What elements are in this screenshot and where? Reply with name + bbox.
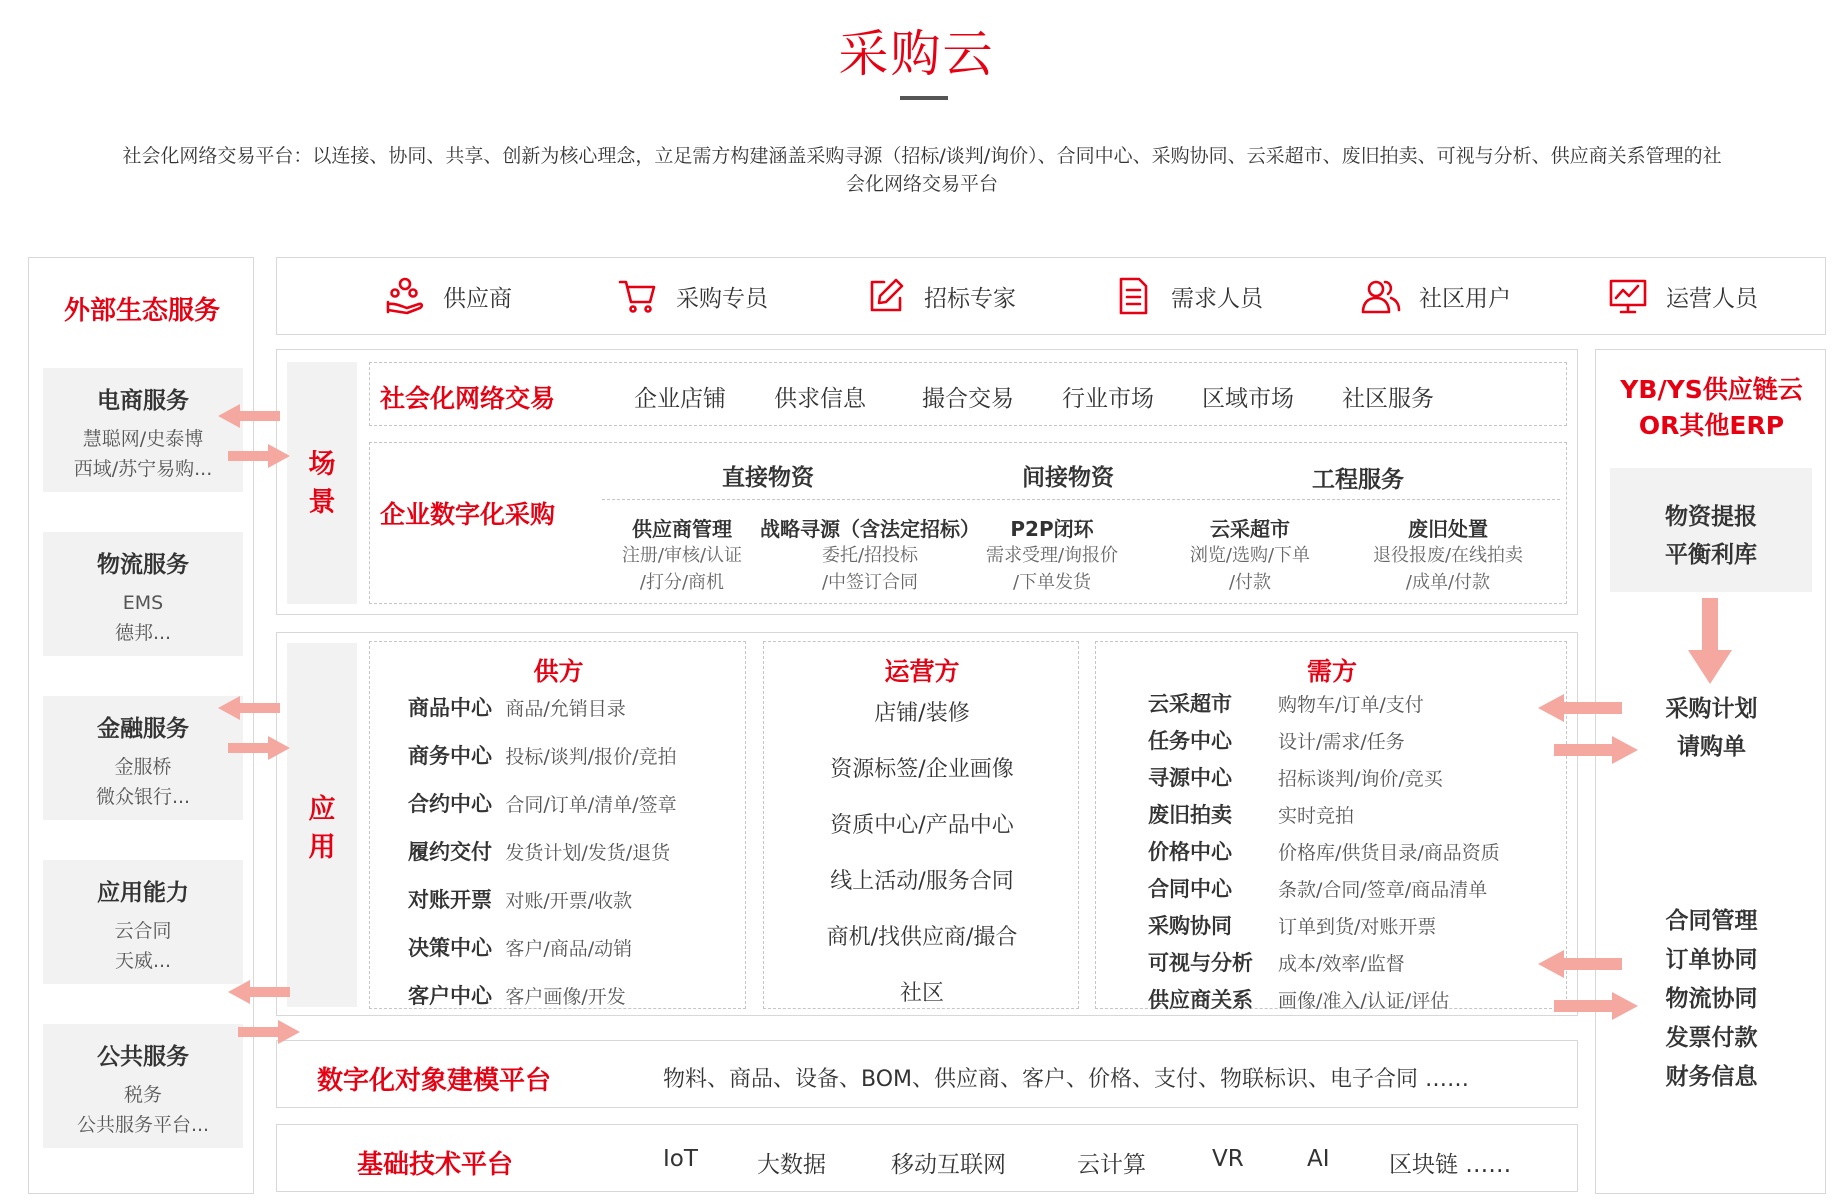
tech-title: 基础技术平台	[357, 1150, 514, 1180]
social-item: 区域市场	[1202, 386, 1294, 412]
supply-row	[408, 692, 626, 722]
demand-row	[1148, 688, 1424, 718]
cell-sub: 浏览/选购/下单	[1189, 545, 1311, 566]
application-label-char: 应	[308, 794, 336, 825]
operation-title: 运营方	[884, 657, 960, 686]
tech-item: AI	[1307, 1146, 1330, 1172]
cell-title: 战略寻源（含法定招标）	[760, 517, 980, 541]
description-line-1: 社会化网络交易平台：以连接、协同、共享、创新为核心理念，立足需方构建涵盖采购寻源（招标/谈判/询价）、合同中心、采购协同、云采超市、废旧拍卖、可视与分析、供应商关系管理的社	[122, 145, 1722, 167]
service-sub: 税务	[123, 1084, 162, 1106]
service-title: 物流服务	[97, 552, 189, 578]
erp-title-line: YB/YS供应链云	[1620, 375, 1803, 404]
cell-sub: /下单发货	[1012, 572, 1092, 593]
role-label: 招标专家	[924, 285, 1016, 312]
service-title: 金融服务	[97, 716, 189, 742]
supply-column	[369, 641, 746, 1009]
chart-icon	[1608, 276, 1648, 316]
cell-sub: /打分/商机	[639, 572, 725, 593]
supplier-icon	[385, 276, 425, 316]
role-label: 需求人员	[1171, 285, 1263, 312]
exchange-arrow-icon	[218, 404, 290, 470]
row-key: 合同中心	[1148, 877, 1232, 901]
material-text	[1610, 498, 1812, 574]
operation-column	[763, 641, 1079, 1009]
row-key: 云采超市	[1148, 692, 1232, 716]
operation-item: 资源标签/企业画像	[830, 757, 1014, 782]
row-value: 合同/订单/清单/签章	[505, 794, 677, 816]
modeling-platform	[276, 1040, 1578, 1108]
role-operator[interactable]	[1608, 276, 1758, 316]
row-value: 购物车/订单/支付	[1278, 694, 1424, 716]
supply-row	[408, 740, 677, 770]
tech-item: VR	[1212, 1146, 1244, 1172]
demand-row	[1148, 799, 1354, 829]
row-key: 寻源中心	[1148, 766, 1232, 790]
material-line: 平衡利库	[1665, 542, 1757, 568]
demand-row	[1148, 984, 1449, 1014]
cell-sub: 委托/招投标	[821, 545, 919, 566]
page-description	[22, 142, 1822, 198]
external-ecosystem-title: 外部生态服务	[63, 296, 220, 326]
row-value: 画像/准入/认证/评估	[1278, 990, 1450, 1012]
supply-row	[408, 788, 677, 818]
service-sub: 微众银行...	[95, 786, 191, 808]
erp-function: 发票付款	[1665, 1025, 1758, 1051]
scene-label-char: 景	[308, 487, 336, 518]
row-value: 投标/谈判/报价/竞拍	[505, 746, 677, 768]
scene-label-char: 场	[308, 449, 336, 480]
edit-icon	[866, 276, 906, 316]
category-header: 间接物资	[1022, 465, 1114, 491]
social-item: 撮合交易	[922, 386, 1014, 412]
down-arrow-icon	[1680, 598, 1740, 688]
tech-platform	[276, 1124, 1578, 1192]
role-label: 供应商	[443, 285, 512, 312]
exchange-arrow-icon	[228, 980, 300, 1046]
supply-row	[408, 836, 670, 866]
operation-item: 社区	[899, 981, 944, 1006]
social-item: 企业店铺	[634, 386, 726, 412]
row-key: 价格中心	[1148, 840, 1232, 864]
role-label: 社区用户	[1419, 285, 1511, 312]
row-key: 合约中心	[408, 792, 492, 816]
operation-item: 店铺/装修	[874, 701, 970, 726]
tech-item: 移动互联网	[891, 1152, 1006, 1178]
service-sub: 公共服务平台...	[76, 1114, 210, 1136]
row-value: 客户画像/开发	[505, 986, 626, 1008]
tech-item: 区块链 ……	[1389, 1152, 1512, 1178]
tech-item: 大数据	[757, 1152, 826, 1178]
supply-title: 供方	[533, 657, 584, 686]
users-icon	[1361, 276, 1401, 316]
supply-row	[408, 884, 632, 914]
application-label-box	[287, 643, 357, 1007]
cell-sub: /成单/付款	[1405, 572, 1491, 593]
row-key: 商品中心	[408, 696, 492, 720]
role-supplier[interactable]	[385, 276, 512, 316]
erp-function: 订单协同	[1665, 947, 1758, 973]
document-icon	[1113, 276, 1153, 316]
cell-sub: /中签订合同	[821, 572, 919, 593]
cell-sub: 退役报废/在线拍卖	[1372, 545, 1524, 566]
title-divider	[900, 96, 948, 100]
cell-sub: 注册/审核/认证	[621, 545, 743, 566]
service-sub: 金服桥	[114, 756, 172, 778]
category-header: 工程服务	[1312, 467, 1404, 493]
service-logistics	[43, 532, 243, 656]
category-header: 直接物资	[722, 465, 814, 491]
material-line: 物资提报	[1665, 504, 1757, 530]
erp-title	[1596, 372, 1827, 444]
erp-function: 合同管理	[1665, 908, 1758, 934]
operation-item: 资质中心/产品中心	[830, 813, 1014, 838]
operation-item: 线上活动/服务合同	[830, 869, 1014, 894]
cell-title: 供应商管理	[632, 517, 732, 541]
demand-row	[1148, 873, 1487, 903]
scene-cell	[962, 513, 1142, 596]
role-purchaser[interactable]	[618, 276, 768, 316]
social-network-row	[369, 362, 1567, 426]
social-network-title: 社会化网络交易	[380, 384, 556, 413]
row-value: 发货计划/发货/退货	[505, 842, 671, 864]
demand-row	[1148, 947, 1405, 977]
service-sub: 天威...	[114, 950, 172, 972]
cell-title: 废旧处置	[1408, 517, 1488, 541]
demand-title: 需方	[1306, 657, 1357, 686]
row-key: 决策中心	[408, 936, 492, 960]
erp-function: 物流协同	[1665, 986, 1758, 1012]
role-label: 运营人员	[1666, 285, 1758, 312]
role-demand[interactable]	[1113, 276, 1263, 316]
row-value: 订单到货/对账开票	[1278, 916, 1437, 938]
application-section	[276, 632, 1578, 1016]
operation-item: 商机/找供应商/撮合	[826, 925, 1018, 950]
role-label: 采购专员	[676, 285, 768, 312]
supply-row	[408, 980, 626, 1010]
cell-sub: /付款	[1228, 572, 1272, 593]
scene-cell	[592, 513, 772, 596]
plan-line: 采购计划	[1665, 696, 1758, 722]
role-bid-expert[interactable]	[866, 276, 1016, 316]
cell-sub: 需求受理/询报价	[985, 545, 1119, 566]
service-sub: 西域/苏宁易购...	[73, 458, 213, 480]
row-key: 任务中心	[1148, 729, 1232, 753]
plan-line: 请购单	[1677, 734, 1746, 760]
material-box	[1610, 468, 1812, 592]
cell-title: P2P闭环	[1010, 517, 1094, 541]
row-value: 商品/允销目录	[505, 698, 626, 720]
service-application	[43, 860, 243, 984]
service-title: 公共服务	[97, 1044, 189, 1070]
row-key: 客户中心	[408, 984, 492, 1008]
scene-cell	[1160, 513, 1340, 596]
service-public	[43, 1024, 243, 1148]
row-key: 履约交付	[408, 840, 492, 864]
row-value: 成本/效率/监督	[1278, 953, 1405, 975]
row-key: 采购协同	[1148, 914, 1232, 938]
row-key: 供应商关系	[1148, 988, 1253, 1012]
service-sub: 云合同	[114, 920, 172, 942]
scene-section	[276, 349, 1578, 615]
scene-cell	[754, 513, 986, 596]
tech-item: 云计算	[1077, 1152, 1146, 1178]
row-value: 实时竞拍	[1278, 805, 1355, 827]
erp-panel	[1595, 349, 1826, 1194]
demand-column	[1095, 641, 1567, 1012]
role-community[interactable]	[1361, 276, 1511, 316]
scene-label	[287, 446, 357, 522]
service-title: 应用能力	[97, 880, 189, 906]
demand-row	[1148, 725, 1405, 755]
application-label-char: 用	[308, 832, 336, 863]
page-title: 采购云	[838, 25, 995, 83]
digital-procurement-title: 企业数字化采购	[380, 500, 556, 529]
exchange-arrow-icon	[1538, 950, 1638, 1022]
row-key: 可视与分析	[1148, 951, 1253, 975]
row-key: 废旧拍卖	[1148, 803, 1232, 827]
social-item: 行业市场	[1062, 386, 1154, 412]
row-value: 设计/需求/任务	[1278, 731, 1405, 753]
demand-row	[1148, 762, 1443, 792]
modeling-title: 数字化对象建模平台	[317, 1066, 552, 1096]
application-label	[287, 791, 357, 867]
demand-row	[1148, 836, 1500, 866]
description-line-2: 会化网络交易平台	[845, 173, 998, 195]
modeling-items: 物料、商品、设备、BOM、供应商、客户、价格、支付、物联标识、电子合同 ……	[663, 1067, 1469, 1092]
row-value: 招标谈判/询价/竞买	[1278, 768, 1443, 790]
row-value: 价格库/供货目录/商品资质	[1278, 842, 1500, 864]
service-ecommerce	[43, 368, 243, 492]
service-title: 电商服务	[97, 388, 189, 414]
erp-function: 财务信息	[1665, 1064, 1758, 1090]
service-sub: EMS	[122, 592, 164, 614]
row-value: 对账/开票/收款	[505, 890, 633, 912]
row-value: 客户/商品/动销	[505, 938, 633, 960]
service-sub: 德邦...	[114, 622, 172, 644]
scene-cell	[1348, 513, 1548, 596]
row-key: 对账开票	[408, 888, 492, 912]
scene-label-box	[287, 362, 357, 604]
erp-title-line: OR其他ERP	[1638, 411, 1785, 440]
row-value: 条款/合同/签章/商品清单	[1278, 879, 1488, 901]
service-finance	[43, 696, 243, 820]
social-item: 社区服务	[1342, 386, 1434, 412]
tech-item: IoT	[663, 1146, 698, 1172]
row-key: 商务中心	[408, 744, 492, 768]
social-item: 供求信息	[774, 386, 866, 412]
supply-row	[408, 932, 632, 962]
exchange-arrow-icon	[1538, 694, 1638, 766]
cart-icon	[618, 276, 658, 316]
demand-row	[1148, 910, 1436, 940]
service-sub: 慧聪网/史泰博	[82, 428, 204, 450]
category-divider	[602, 499, 1560, 500]
cell-title: 云采超市	[1210, 517, 1290, 541]
exchange-arrow-icon	[218, 696, 290, 762]
digital-procurement-row	[369, 442, 1567, 604]
